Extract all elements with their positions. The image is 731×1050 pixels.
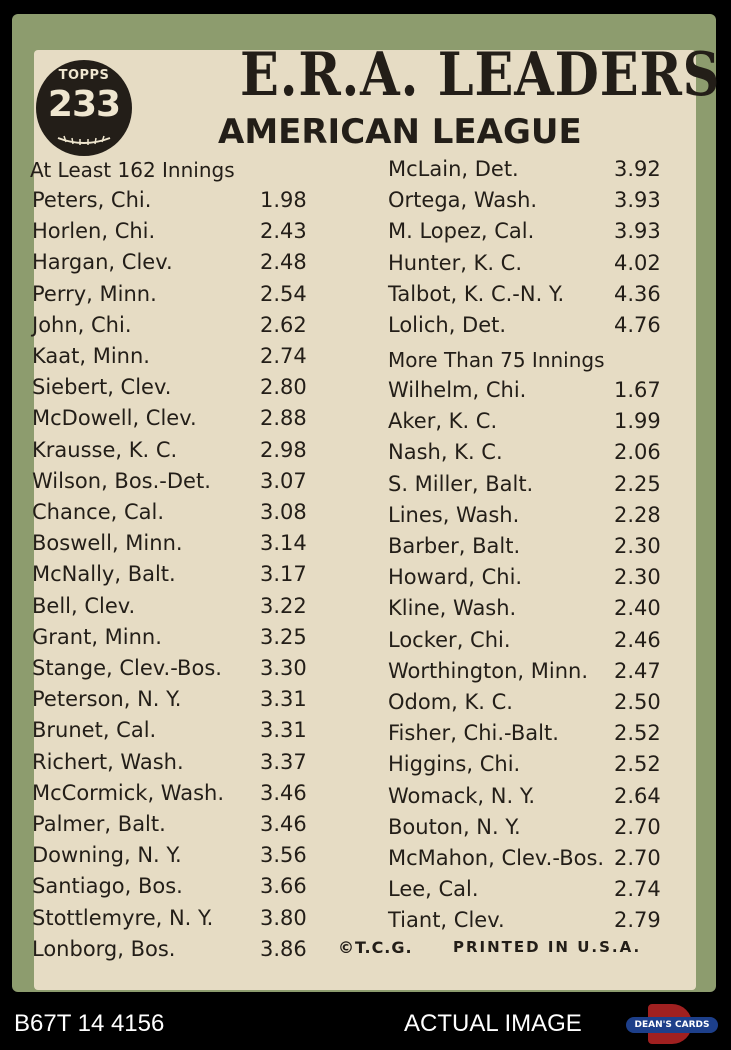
era-value: 2.80 xyxy=(260,375,307,400)
section-heading: More Than 75 Innings xyxy=(388,348,605,372)
era-value: 1.99 xyxy=(614,409,661,434)
era-value: 3.30 xyxy=(260,656,307,680)
pitcher-name: Worthington, Minn. xyxy=(388,658,589,683)
era-value: 3.07 xyxy=(260,468,307,493)
era-value: 2.79 xyxy=(614,908,661,933)
era-value: 3.46 xyxy=(260,812,307,836)
era-value: 2.52 xyxy=(614,721,661,746)
pitcher-name: Chance, Cal. xyxy=(32,500,165,524)
pitcher-name: Aker, K. C. xyxy=(388,409,498,434)
pitcher-name: Bell, Clev. xyxy=(32,593,136,618)
pitcher-name: McDowell, Clev. xyxy=(32,406,197,431)
era-value: 3.46 xyxy=(260,780,307,805)
era-value: 1.67 xyxy=(614,378,661,402)
era-value: 3.22 xyxy=(260,593,307,618)
pitcher-name: Stange, Clev.-Bos. xyxy=(32,656,222,680)
era-value: 2.47 xyxy=(614,658,661,683)
logo-text: DEAN'S CARDS xyxy=(626,1017,718,1033)
pitcher-name: Lee, Cal. xyxy=(388,877,479,902)
section-heading: At Least 162 Innings xyxy=(30,158,235,182)
pitcher-name: Richert, Wash. xyxy=(32,749,184,774)
pitcher-name: Wilhelm, Chi. xyxy=(388,378,527,402)
era-value: 2.28 xyxy=(614,502,661,527)
pitcher-name: McNally, Balt. xyxy=(32,562,176,587)
era-value: 3.31 xyxy=(260,687,307,712)
pitcher-name: Grant, Minn. xyxy=(32,624,162,649)
pitcher-name: Stottlemyre, N. Y. xyxy=(32,905,214,930)
card-number-badge xyxy=(36,60,132,156)
era-value: 4.36 xyxy=(614,281,661,306)
era-value: 3.93 xyxy=(614,219,661,244)
pitcher-name: Talbot, K. C.-N. Y. xyxy=(388,281,565,306)
era-value: 2.25 xyxy=(614,471,661,496)
era-value: 2.70 xyxy=(614,814,661,839)
deans-cards-logo xyxy=(626,1004,718,1044)
pitcher-name: Lonborg, Bos. xyxy=(32,936,176,961)
pitcher-name: Perry, Minn. xyxy=(32,281,157,306)
era-value: 3.14 xyxy=(260,531,307,556)
era-value: 3.80 xyxy=(260,905,307,930)
pitcher-name: John, Chi. xyxy=(32,312,132,337)
card-title: E.R.A. LEADERS xyxy=(240,40,721,110)
pitcher-name: Tiant, Clev. xyxy=(388,908,505,933)
pitcher-name: Odom, K. C. xyxy=(388,690,513,714)
era-value: 3.25 xyxy=(260,624,307,649)
era-value: 2.46 xyxy=(614,627,661,652)
pitcher-name: Barber, Balt. xyxy=(388,534,521,558)
pitcher-name: Santiago, Bos. xyxy=(32,874,183,899)
pitcher-name: Palmer, Balt. xyxy=(32,812,166,836)
pitcher-name: Locker, Chi. xyxy=(388,627,511,652)
pitcher-name: Hargan, Clev. xyxy=(32,250,173,275)
pitcher-name: Fisher, Chi.-Balt. xyxy=(388,721,559,746)
pitcher-name: Horlen, Chi. xyxy=(32,219,156,244)
era-value: 2.30 xyxy=(614,534,661,558)
era-value: 2.30 xyxy=(614,565,661,590)
pitcher-name: M. Lopez, Cal. xyxy=(388,219,535,244)
pitcher-name: Brunet, Cal. xyxy=(32,718,157,743)
era-value: 2.98 xyxy=(260,437,307,462)
era-value: 4.02 xyxy=(614,250,661,275)
pitcher-name: McCormick, Wash. xyxy=(32,780,225,805)
era-value: 2.50 xyxy=(614,690,661,714)
era-value: 3.86 xyxy=(260,936,307,961)
pitcher-name: Ortega, Wash. xyxy=(388,188,538,213)
era-value: 2.62 xyxy=(260,312,307,337)
pitcher-name: Howard, Chi. xyxy=(388,565,523,590)
pitcher-name: Siebert, Clev. xyxy=(32,375,172,400)
era-value: 3.56 xyxy=(260,843,307,868)
copyright-text: ©T.C.G. xyxy=(338,938,413,957)
pitcher-name: Lolich, Det. xyxy=(388,313,507,337)
era-value: 2.70 xyxy=(614,846,661,870)
era-value: 3.66 xyxy=(260,874,307,899)
printed-text: PRINTED IN U.S.A. xyxy=(453,938,642,956)
era-value: 3.37 xyxy=(260,749,307,774)
pitcher-name: Hunter, K. C. xyxy=(388,250,523,275)
era-value: 2.88 xyxy=(260,406,307,431)
pitcher-name: Nash, K. C. xyxy=(388,440,503,465)
pitcher-name: Higgins, Chi. xyxy=(388,752,521,777)
pitcher-name: McMahon, Clev.-Bos. xyxy=(388,846,605,870)
pitcher-name: Womack, N. Y. xyxy=(388,783,536,808)
era-value: 3.92 xyxy=(614,157,661,181)
era-value: 2.54 xyxy=(260,281,307,306)
baseball-seam-icon xyxy=(56,134,112,146)
era-value: 3.31 xyxy=(260,718,307,743)
era-value: 2.74 xyxy=(614,877,661,902)
pitcher-name: Wilson, Bos.-Det. xyxy=(32,468,211,493)
pitcher-name: S. Miller, Balt. xyxy=(388,471,534,496)
pitcher-name: Krausse, K. C. xyxy=(32,437,178,462)
era-value: 2.40 xyxy=(614,596,661,621)
era-value: 2.64 xyxy=(614,783,661,808)
league-subtitle: AMERICAN LEAGUE xyxy=(218,112,582,152)
card-number: 233 xyxy=(47,84,121,125)
pitcher-name: Peterson, N. Y. xyxy=(32,687,182,712)
pitcher-name: Boswell, Minn. xyxy=(32,531,183,556)
actual-image-label: ACTUAL IMAGE xyxy=(404,1010,582,1037)
era-value: 3.08 xyxy=(260,500,307,524)
pitcher-name: Kaat, Minn. xyxy=(32,344,150,368)
era-value: 2.52 xyxy=(614,752,661,777)
pitcher-name: Peters, Chi. xyxy=(32,188,152,212)
era-value: 1.98 xyxy=(260,188,307,212)
listing-code: B67T 14 4156 xyxy=(14,1010,165,1037)
era-value: 3.93 xyxy=(614,188,661,213)
pitcher-name: Bouton, N. Y. xyxy=(388,814,521,839)
era-value: 2.43 xyxy=(260,219,307,244)
pitcher-name: Downing, N. Y. xyxy=(32,843,182,868)
pitcher-name: Kline, Wash. xyxy=(388,596,517,621)
brand-label: TOPPS xyxy=(58,68,110,83)
era-value: 2.48 xyxy=(260,250,307,275)
era-value: 2.74 xyxy=(260,344,307,368)
era-value: 2.06 xyxy=(614,440,661,465)
era-value: 3.17 xyxy=(260,562,307,587)
pitcher-name: McLain, Det. xyxy=(388,157,519,181)
era-value: 4.76 xyxy=(614,313,661,337)
pitcher-name: Lines, Wash. xyxy=(388,502,520,527)
